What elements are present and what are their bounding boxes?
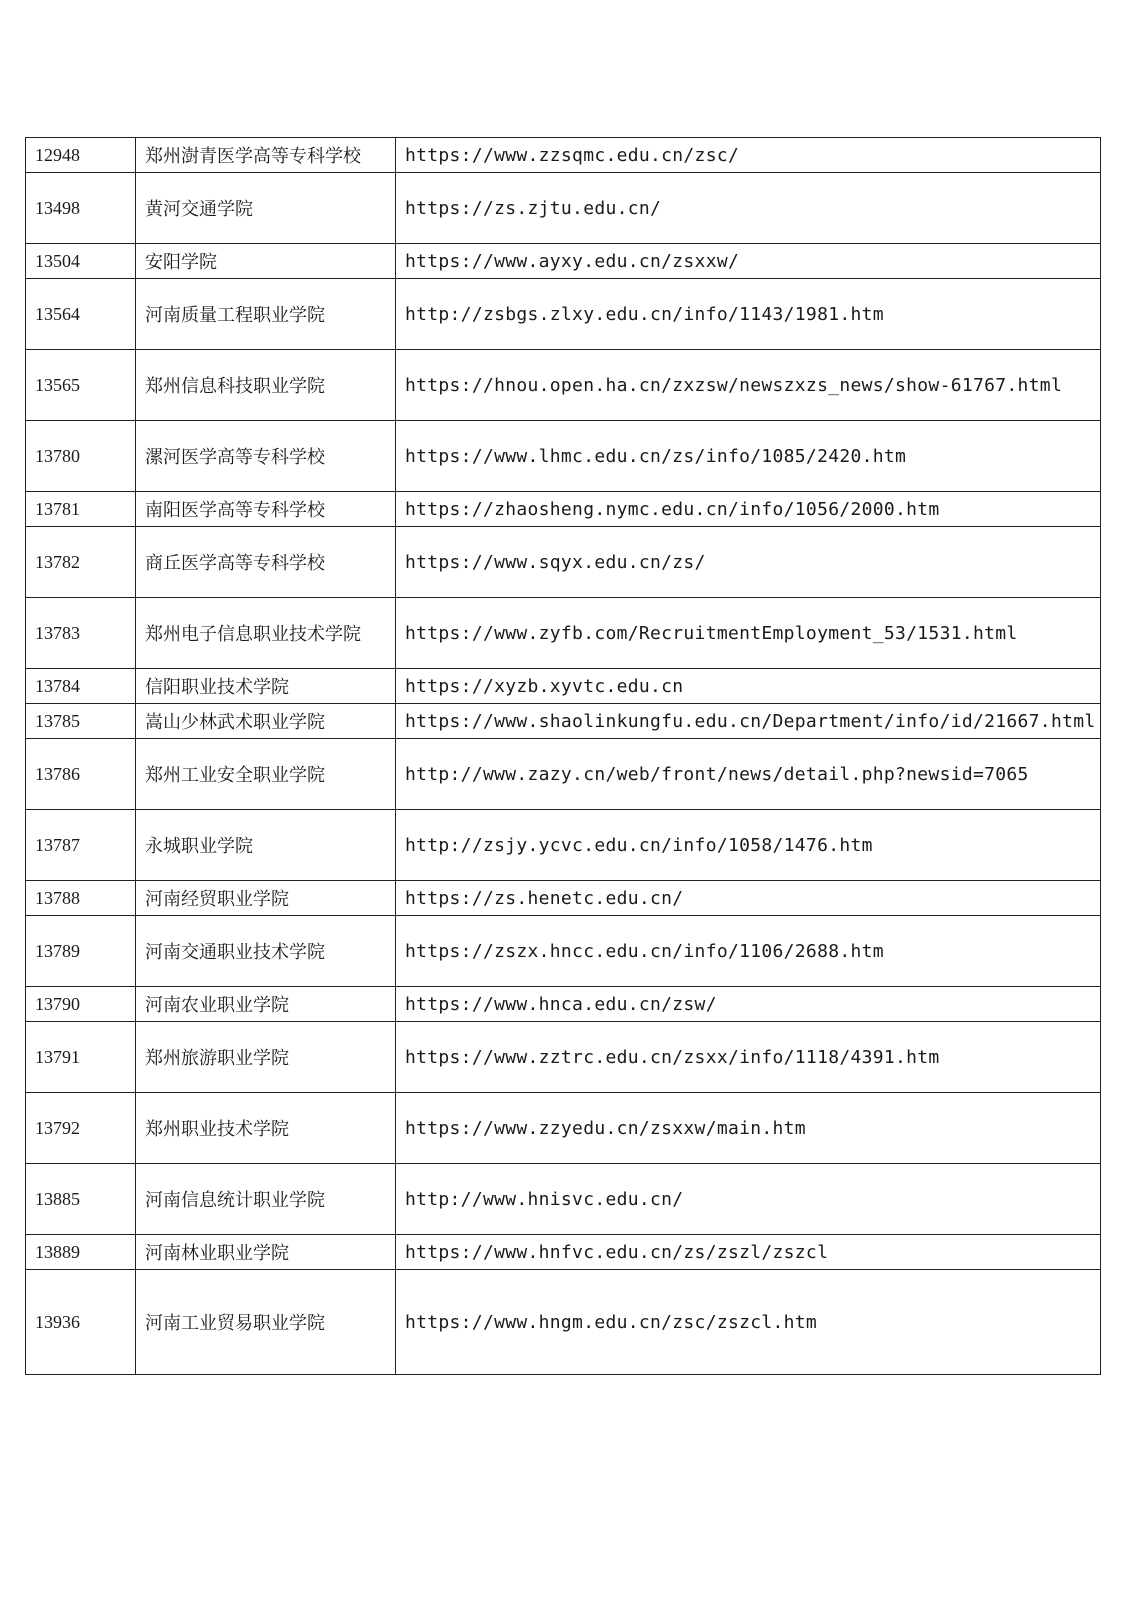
school-url-cell: https://www.zzyedu.cn/zsxxw/main.htm [396, 1093, 1101, 1164]
school-code-cell: 13784 [26, 669, 136, 704]
school-name-cell: 河南经贸职业学院 [136, 881, 396, 916]
school-code-cell: 13565 [26, 350, 136, 421]
school-name-cell: 黄河交通学院 [136, 173, 396, 244]
school-code-cell: 13889 [26, 1235, 136, 1270]
school-name-cell: 嵩山少林武术职业学院 [136, 704, 396, 739]
school-url-table [25, 137, 1101, 1375]
school-url-cell: http://www.hnisvc.edu.cn/ [396, 1164, 1101, 1235]
table-row [26, 350, 1101, 421]
table-row [26, 1022, 1101, 1093]
table-row [26, 173, 1101, 244]
table-row [26, 598, 1101, 669]
table-row [26, 421, 1101, 492]
school-url-cell: https://www.zyfb.com/RecruitmentEmployment_53/1531.html [396, 598, 1101, 669]
school-name-cell: 郑州澍青医学高等专科学校 [136, 138, 396, 173]
school-code-cell: 12948 [26, 138, 136, 173]
school-code-cell: 13788 [26, 881, 136, 916]
school-url-cell: https://www.hngm.edu.cn/zsc/zszcl.htm [396, 1270, 1101, 1375]
school-name-cell: 安阳学院 [136, 244, 396, 279]
school-name-cell: 河南质量工程职业学院 [136, 279, 396, 350]
school-code-cell: 13790 [26, 987, 136, 1022]
school-name-cell: 信阳职业技术学院 [136, 669, 396, 704]
school-name-cell: 南阳医学高等专科学校 [136, 492, 396, 527]
school-name-cell: 河南工业贸易职业学院 [136, 1270, 396, 1375]
school-url-cell: http://www.zazy.cn/web/front/news/detail.php?newsid=7065 [396, 739, 1101, 810]
school-url-cell: http://zsjy.ycvc.edu.cn/info/1058/1476.htm [396, 810, 1101, 881]
school-name-cell: 河南信息统计职业学院 [136, 1164, 396, 1235]
table-row [26, 987, 1101, 1022]
school-name-cell: 河南林业职业学院 [136, 1235, 396, 1270]
school-code-cell: 13786 [26, 739, 136, 810]
school-code-cell: 13498 [26, 173, 136, 244]
school-url-cell: https://www.zzsqmc.edu.cn/zsc/ [396, 138, 1101, 173]
school-url-cell: https://zs.henetc.edu.cn/ [396, 881, 1101, 916]
school-name-cell: 郑州职业技术学院 [136, 1093, 396, 1164]
school-code-cell: 13781 [26, 492, 136, 527]
school-code-cell: 13885 [26, 1164, 136, 1235]
school-url-cell: https://zhaosheng.nymc.edu.cn/info/1056/2000.htm [396, 492, 1101, 527]
table-row [26, 527, 1101, 598]
school-name-cell: 河南农业职业学院 [136, 987, 396, 1022]
school-name-cell: 商丘医学高等专科学校 [136, 527, 396, 598]
school-url-cell: https://zs.zjtu.edu.cn/ [396, 173, 1101, 244]
school-name-cell: 郑州电子信息职业技术学院 [136, 598, 396, 669]
school-code-cell: 13782 [26, 527, 136, 598]
school-url-cell: http://zsbgs.zlxy.edu.cn/info/1143/1981.htm [396, 279, 1101, 350]
school-code-cell: 13504 [26, 244, 136, 279]
school-url-cell: https://www.sqyx.edu.cn/zs/ [396, 527, 1101, 598]
school-url-cell: https://www.zztrc.edu.cn/zsxx/info/1118/4391.htm [396, 1022, 1101, 1093]
school-code-cell: 13787 [26, 810, 136, 881]
school-code-cell: 13791 [26, 1022, 136, 1093]
school-url-cell: https://hnou.open.ha.cn/zxzsw/newszxzs_news/show-61767.html [396, 350, 1101, 421]
table-row [26, 244, 1101, 279]
table-row [26, 1164, 1101, 1235]
school-code-cell: 13792 [26, 1093, 136, 1164]
school-code-cell: 13785 [26, 704, 136, 739]
school-name-cell: 永城职业学院 [136, 810, 396, 881]
school-name-cell: 郑州旅游职业学院 [136, 1022, 396, 1093]
table-row [26, 810, 1101, 881]
school-url-cell: https://www.shaolinkungfu.edu.cn/Department/info/id/21667.html [396, 704, 1101, 739]
table-row [26, 492, 1101, 527]
table-row [26, 138, 1101, 173]
school-name-cell: 河南交通职业技术学院 [136, 916, 396, 987]
school-code-cell: 13564 [26, 279, 136, 350]
school-code-cell: 13783 [26, 598, 136, 669]
table-row [26, 739, 1101, 810]
school-url-cell: https://www.lhmc.edu.cn/zs/info/1085/2420.htm [396, 421, 1101, 492]
school-name-cell: 郑州信息科技职业学院 [136, 350, 396, 421]
table-row [26, 669, 1101, 704]
school-code-cell: 13789 [26, 916, 136, 987]
table-row [26, 916, 1101, 987]
school-code-cell: 13936 [26, 1270, 136, 1375]
school-url-cell: https://www.ayxy.edu.cn/zsxxw/ [396, 244, 1101, 279]
table-row [26, 1093, 1101, 1164]
table-row [26, 1270, 1101, 1375]
school-name-cell: 漯河医学高等专科学校 [136, 421, 396, 492]
school-code-cell: 13780 [26, 421, 136, 492]
school-url-cell: https://zszx.hncc.edu.cn/info/1106/2688.htm [396, 916, 1101, 987]
table-row [26, 1235, 1101, 1270]
school-url-cell: https://xyzb.xyvtc.edu.cn [396, 669, 1101, 704]
school-url-cell: https://www.hnfvc.edu.cn/zs/zszl/zszcl [396, 1235, 1101, 1270]
school-url-cell: https://www.hnca.edu.cn/zsw/ [396, 987, 1101, 1022]
table-row [26, 881, 1101, 916]
table-row [26, 704, 1101, 739]
school-name-cell: 郑州工业安全职业学院 [136, 739, 396, 810]
table-row [26, 279, 1101, 350]
